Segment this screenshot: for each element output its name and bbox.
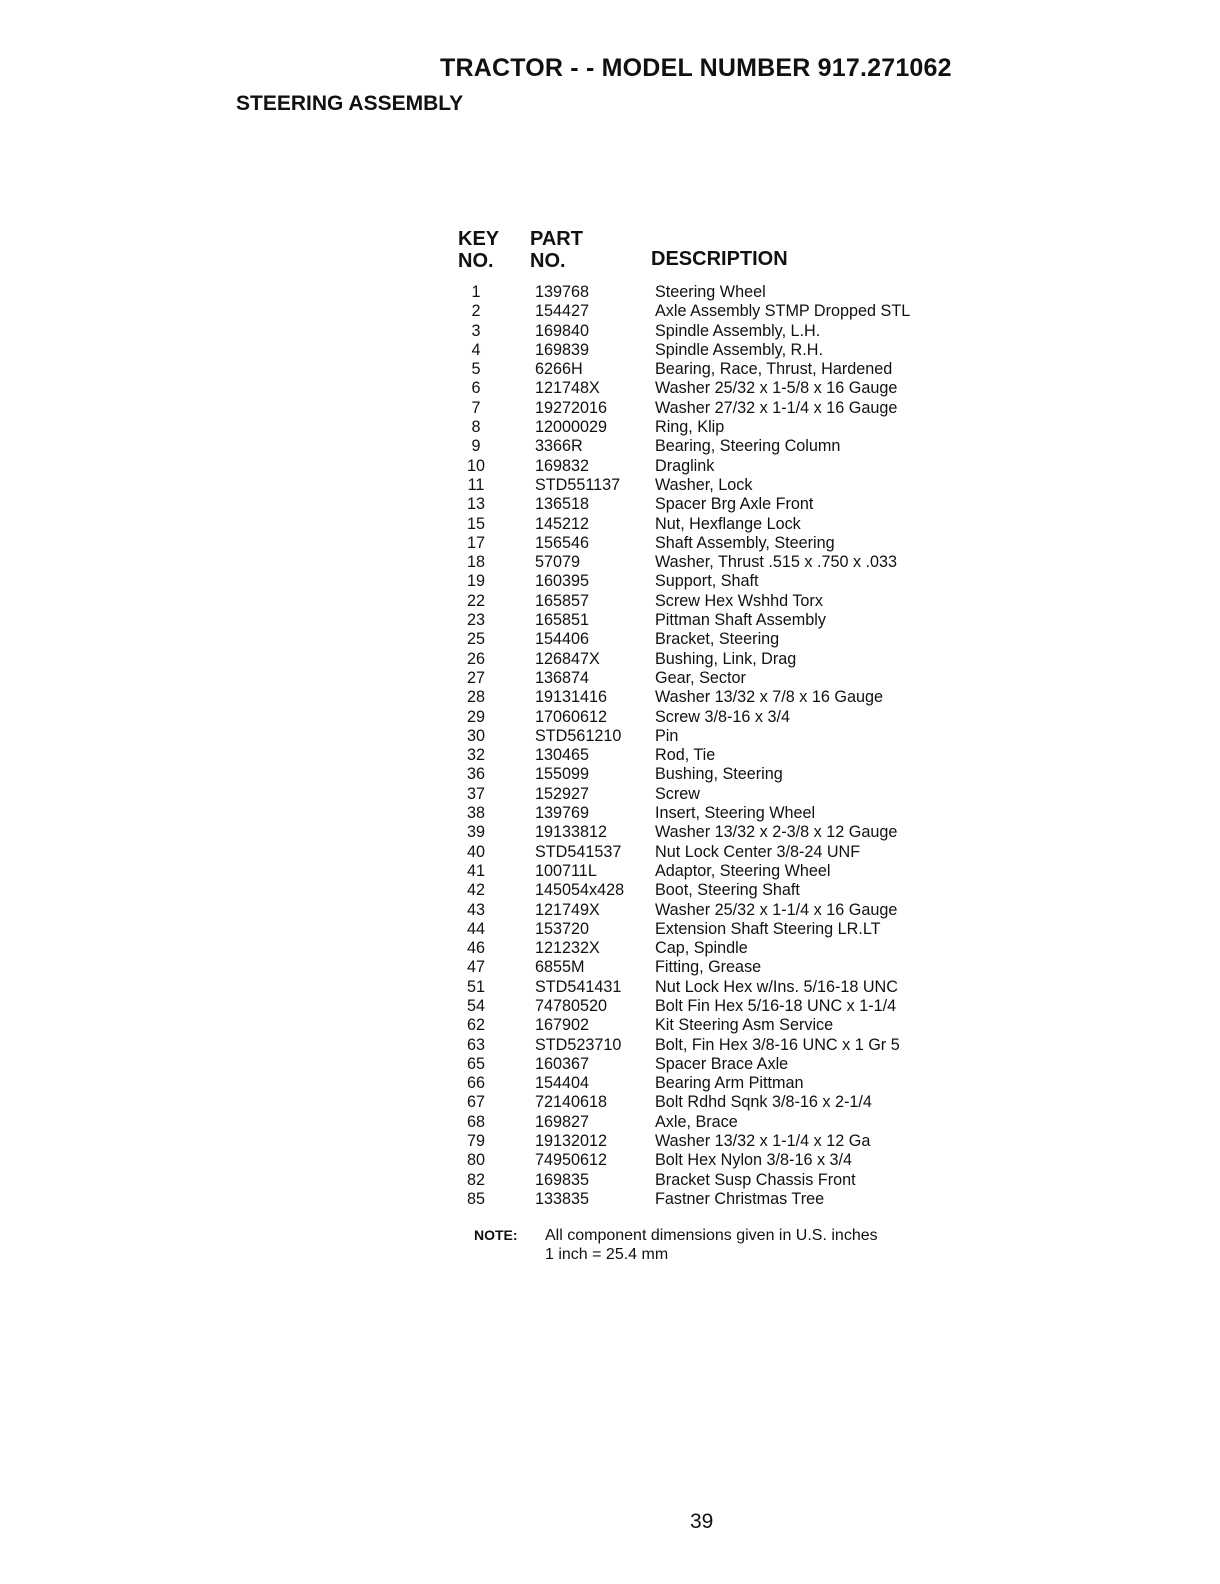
table-row <box>455 843 975 862</box>
table-row <box>455 476 975 495</box>
table-row <box>455 688 975 707</box>
table-row <box>455 746 975 765</box>
part-header-bottom: NO. <box>530 250 566 272</box>
key-header-bottom: NO. <box>458 250 494 272</box>
key-no-cell: 15 <box>466 514 485 533</box>
key-no-cell: 63 <box>466 1035 485 1054</box>
description-cell: Screw 3/8-16 x 3/4 <box>655 707 790 726</box>
part-no-cell: 136874 <box>535 668 590 687</box>
part-no-cell: 167902 <box>535 1016 590 1035</box>
part-no-cell: 165857 <box>535 591 590 610</box>
key-no-cell: 29 <box>466 707 485 726</box>
description-cell: Draglink <box>655 456 715 475</box>
key-no-cell: 1 <box>471 283 481 301</box>
table-row <box>455 515 975 534</box>
part-no-cell: 12000029 <box>535 418 608 437</box>
table-row <box>455 1074 975 1093</box>
table-row <box>455 1190 975 1209</box>
table-row <box>455 939 975 958</box>
key-no-cell: 42 <box>466 881 485 900</box>
key-no-cell: 54 <box>466 996 485 1015</box>
part-no-cell: 6855M <box>535 958 585 977</box>
parts-list <box>455 283 975 1209</box>
part-no-cell: 154406 <box>535 630 590 649</box>
part-no-cell: 19131416 <box>535 688 608 707</box>
key-no-cell: 41 <box>466 861 485 880</box>
key-no-cell: 80 <box>466 1151 485 1170</box>
description-cell: Shaft Assembly, Steering <box>655 533 835 552</box>
page-number: 39 <box>690 1510 714 1533</box>
table-row <box>455 611 975 630</box>
table-row <box>455 1055 975 1074</box>
part-no-cell: 121232X <box>535 939 600 958</box>
description-cell: Bracket, Steering <box>655 630 780 649</box>
key-no-cell: 18 <box>466 553 485 572</box>
key-no-cell: 2 <box>471 302 481 321</box>
key-no-cell: 66 <box>466 1074 485 1093</box>
part-no-cell: 130465 <box>535 746 590 765</box>
description-cell: Cap, Spindle <box>655 939 748 958</box>
part-no-cell: 152927 <box>535 784 590 803</box>
page-title: TRACTOR - - MODEL NUMBER 917.271062 <box>440 54 952 82</box>
part-no-cell: 19132012 <box>535 1132 608 1151</box>
key-no-cell: 82 <box>466 1170 485 1189</box>
key-no-cell: 28 <box>466 688 485 707</box>
description-cell: Bolt Hex Nylon 3/8-16 x 3/4 <box>655 1151 853 1170</box>
part-no-cell: 72140618 <box>535 1093 608 1112</box>
part-no-cell: 19133812 <box>535 823 608 842</box>
key-no-cell: 85 <box>466 1189 485 1208</box>
part-no-cell: 121749X <box>535 900 600 919</box>
table-row <box>455 669 975 688</box>
table-row <box>455 534 975 553</box>
part-no-cell: STD551137 <box>535 475 621 494</box>
part-no-cell: 136518 <box>535 495 590 514</box>
table-row <box>455 322 975 341</box>
key-no-cell: 26 <box>466 649 485 668</box>
part-no-cell: 139768 <box>535 283 590 301</box>
description-cell: Washer 13/32 x 2-3/8 x 12 Gauge <box>655 823 898 842</box>
table-row <box>455 1036 975 1055</box>
table-row <box>455 881 975 900</box>
description-cell: Bolt Fin Hex 5/16-18 UNC x 1-1/4 <box>655 996 897 1015</box>
part-no-cell: 145054x428 <box>535 881 625 900</box>
part-no-cell: 100711L <box>535 861 597 880</box>
key-no-cell: 79 <box>466 1132 485 1151</box>
description-cell: Bracket Susp Chassis Front <box>655 1170 856 1189</box>
description-cell: Extension Shaft Steering LR.LT <box>655 919 881 938</box>
description-cell: Boot, Steering Shaft <box>655 881 800 900</box>
key-no-cell: 40 <box>466 842 485 861</box>
part-no-cell: 57079 <box>535 553 581 572</box>
part-no-cell: 169840 <box>535 321 590 340</box>
table-row <box>455 437 975 456</box>
table-row <box>455 399 975 418</box>
description-cell: Bolt Rdhd Sqnk 3/8-16 x 2-1/4 <box>655 1093 872 1112</box>
part-no-column-header <box>530 228 583 272</box>
part-no-cell: 74950612 <box>535 1151 608 1170</box>
description-cell: Nut Lock Center 3/8-24 UNF <box>655 842 861 861</box>
key-no-cell: 68 <box>466 1112 485 1131</box>
part-no-cell: STD523710 <box>535 1035 622 1054</box>
key-no-cell: 22 <box>466 591 485 610</box>
key-no-cell: 47 <box>466 958 485 977</box>
key-no-cell: 11 <box>467 475 485 494</box>
description-cell: Adaptor, Steering Wheel <box>655 861 831 880</box>
table-row <box>455 1171 975 1190</box>
description-cell: Bolt, Fin Hex 3/8-16 UNC x 1 Gr 5 <box>655 1035 900 1054</box>
description-cell: Bushing, Steering <box>655 765 783 784</box>
table-row <box>455 708 975 727</box>
description-cell: Pittman Shaft Assembly <box>655 611 826 630</box>
table-row <box>455 1132 975 1151</box>
description-cell: Axle Assembly STMP Dropped STL <box>655 302 911 321</box>
key-no-cell: 67 <box>466 1093 485 1112</box>
key-no-cell: 36 <box>466 765 485 784</box>
table-row <box>455 978 975 997</box>
part-header-top: PART <box>530 228 583 250</box>
description-cell: Washer 25/32 x 1-1/4 x 16 Gauge <box>655 900 898 919</box>
table-row <box>455 630 975 649</box>
table-row <box>455 1016 975 1035</box>
table-row <box>455 553 975 572</box>
description-cell: Gear, Sector <box>655 668 746 687</box>
description-cell: Fitting, Grease <box>655 958 762 977</box>
key-no-cell: 32 <box>466 746 485 765</box>
table-row <box>455 1151 975 1170</box>
key-header-top: KEY <box>458 228 500 250</box>
key-no-cell: 5 <box>471 360 481 379</box>
description-cell: Nut Lock Hex w/Ins. 5/16-18 UNC <box>655 977 898 996</box>
key-no-cell: 44 <box>466 919 485 938</box>
key-no-cell: 51 <box>466 977 485 996</box>
description-cell: Spindle Assembly, R.H. <box>655 340 823 359</box>
part-no-cell: STD541537 <box>535 842 622 861</box>
table-row <box>455 457 975 476</box>
note-label: NOTE: <box>474 1227 518 1243</box>
key-no-cell: 43 <box>466 900 485 919</box>
table-row <box>455 920 975 939</box>
description-cell: Rod, Tie <box>655 746 716 765</box>
key-no-cell: 25 <box>466 630 485 649</box>
part-no-cell: 169835 <box>535 1170 590 1189</box>
table-row <box>455 804 975 823</box>
section-title: STEERING ASSEMBLY <box>236 92 464 115</box>
description-cell: Pin <box>655 726 679 745</box>
description-cell: Bearing Arm Pittman <box>655 1074 804 1093</box>
table-row <box>455 592 975 611</box>
description-cell: Screw <box>655 784 700 803</box>
part-no-cell: 139769 <box>535 804 590 823</box>
part-no-cell: 155099 <box>535 765 590 784</box>
part-no-cell: 165851 <box>535 611 590 630</box>
table-row <box>455 997 975 1016</box>
part-no-cell: 17060612 <box>535 707 608 726</box>
table-row <box>455 283 975 302</box>
description-cell: Bushing, Link, Drag <box>655 649 797 668</box>
description-cell: Washer 27/32 x 1-1/4 x 16 Gauge <box>655 398 898 417</box>
key-no-cell: 10 <box>466 456 485 475</box>
key-no-cell: 4 <box>471 340 481 359</box>
description-cell: Support, Shaft <box>655 572 759 591</box>
part-no-cell: 153720 <box>535 919 590 938</box>
description-cell: Spacer Brace Axle <box>655 1054 789 1073</box>
part-no-cell: 160395 <box>535 572 590 591</box>
description-cell: Bearing, Steering Column <box>655 437 841 456</box>
table-row <box>455 862 975 881</box>
table-row <box>455 1113 975 1132</box>
key-no-cell: 23 <box>466 611 485 630</box>
description-cell: Washer 13/32 x 7/8 x 16 Gauge <box>655 688 883 707</box>
description-cell: Kit Steering Asm Service <box>655 1016 834 1035</box>
part-no-cell: 126847X <box>535 649 600 668</box>
key-no-cell: 6 <box>471 379 481 398</box>
key-no-cell: 9 <box>471 437 481 456</box>
description-cell: Screw Hex Wshhd Torx <box>655 591 823 610</box>
description-column-header: DESCRIPTION <box>651 248 788 270</box>
table-row <box>455 1093 975 1112</box>
key-no-cell: 27 <box>466 668 485 687</box>
table-row <box>455 785 975 804</box>
key-no-cell: 7 <box>471 398 481 417</box>
table-row <box>455 823 975 842</box>
key-no-cell: 37 <box>466 784 485 803</box>
table-row <box>455 901 975 920</box>
part-no-cell: 74780520 <box>535 996 608 1015</box>
key-no-cell: 19 <box>466 572 485 591</box>
part-no-cell: 154427 <box>535 302 590 321</box>
table-row <box>455 341 975 360</box>
note-text-line-1: All component dimensions given in U.S. inches <box>545 1227 878 1244</box>
description-cell: Spindle Assembly, L.H. <box>655 321 821 340</box>
description-cell: Axle, Brace <box>655 1112 738 1131</box>
description-cell: Washer, Lock <box>655 475 753 494</box>
key-no-cell: 38 <box>466 804 485 823</box>
part-no-cell: 3366R <box>535 437 583 456</box>
table-row <box>455 379 975 398</box>
part-no-cell: 121748X <box>535 379 600 398</box>
part-no-cell: 156546 <box>535 533 590 552</box>
key-no-cell: 62 <box>466 1016 485 1035</box>
description-cell: Bearing, Race, Thrust, Hardened <box>655 360 893 379</box>
table-row <box>455 958 975 977</box>
part-no-cell: 169827 <box>535 1112 590 1131</box>
table-row <box>455 360 975 379</box>
table-row <box>455 572 975 591</box>
part-no-cell: STD561210 <box>535 726 622 745</box>
note-text-line-2: 1 inch = 25.4 mm <box>545 1246 669 1263</box>
part-no-cell: 145212 <box>535 514 590 533</box>
key-no-cell: 39 <box>466 823 485 842</box>
table-row <box>455 495 975 514</box>
description-cell: Steering Wheel <box>655 283 766 301</box>
key-no-cell: 17 <box>466 533 485 552</box>
part-no-cell: 169839 <box>535 340 590 359</box>
part-no-cell: 133835 <box>535 1189 590 1208</box>
table-row <box>455 302 975 321</box>
table-row <box>455 650 975 669</box>
description-cell: Nut, Hexflange Lock <box>655 514 801 533</box>
description-cell: Washer, Thrust .515 x .750 x .033 <box>655 553 898 572</box>
part-no-cell: 160367 <box>535 1054 590 1073</box>
key-no-column-header <box>458 228 499 272</box>
key-no-cell: 8 <box>471 418 481 437</box>
description-cell: Spacer Brg Axle Front <box>655 495 814 514</box>
part-no-cell: STD541431 <box>535 977 622 996</box>
table-row <box>455 765 975 784</box>
part-no-cell: 154404 <box>535 1074 590 1093</box>
key-no-cell: 30 <box>466 726 485 745</box>
description-cell: Insert, Steering Wheel <box>655 804 816 823</box>
table-row <box>455 727 975 746</box>
description-cell: Fastner Christmas Tree <box>655 1189 825 1208</box>
description-cell: Washer 13/32 x 1-1/4 x 12 Ga <box>655 1132 871 1151</box>
part-no-cell: 19272016 <box>535 398 608 417</box>
key-no-cell: 46 <box>466 939 485 958</box>
key-no-cell: 13 <box>466 495 485 514</box>
part-no-cell: 169832 <box>535 456 590 475</box>
key-no-cell: 3 <box>471 321 481 340</box>
description-cell: Ring, Klip <box>655 418 725 437</box>
part-no-cell: 6266H <box>535 360 583 379</box>
description-cell: Washer 25/32 x 1-5/8 x 16 Gauge <box>655 379 898 398</box>
key-no-cell: 65 <box>466 1054 485 1073</box>
table-row <box>455 418 975 437</box>
